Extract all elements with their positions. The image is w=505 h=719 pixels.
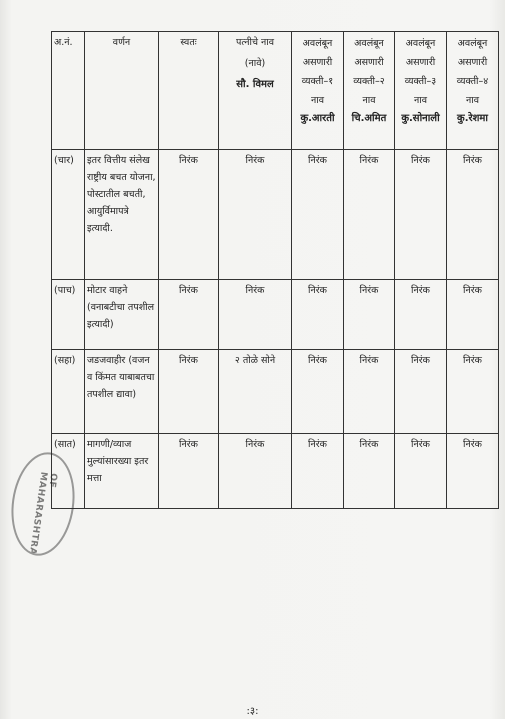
cell-dependent-3: निरंक xyxy=(395,280,447,350)
header-spouse-label: पत्नीचे नाव xyxy=(235,37,275,48)
header-description: वर्णन xyxy=(85,32,159,150)
header-dependent-3-name: कु.सोनाली xyxy=(401,113,440,124)
cell-dependent-2: निरंक xyxy=(344,350,395,434)
cell-dependent-2: निरंक xyxy=(344,434,395,509)
cell-self: निरंक xyxy=(159,350,219,434)
row-number: (सात) xyxy=(52,434,85,509)
cell-dependent-3: निरंक xyxy=(395,434,447,509)
cell-dependent-4: निरंक xyxy=(447,434,499,509)
row-number: (पाच) xyxy=(52,280,85,350)
cell-dependent-4: निरंक xyxy=(447,150,499,280)
header-dependent-1 xyxy=(292,32,344,150)
header-dependent-4-name: कु.रेशमा xyxy=(457,113,488,124)
row-number: (सहा) xyxy=(52,350,85,434)
row-description: मागणी/व्याज मुल्यांसारख्या इतर मत्ता xyxy=(85,434,159,509)
assets-table xyxy=(51,31,499,509)
row-description: इतर वित्तीय संलेख राष्ट्रीय बचत योजना, पोस्टातील बचती, आयुर्विमापत्रे इत्यादी. xyxy=(85,150,159,280)
header-dependent-2-label: अवलंबून असणारी व्यक्ती–२ नाव xyxy=(353,38,385,106)
cell-self: निरंक xyxy=(159,434,219,509)
table-row xyxy=(52,150,499,280)
header-dependent-2-name: चि.अमित xyxy=(351,113,387,124)
cell-spouse: निरंक xyxy=(219,280,292,350)
cell-dependent-1: निरंक xyxy=(292,150,344,280)
header-sr: अ.नं. xyxy=(52,32,85,150)
header-dependent-4 xyxy=(447,32,499,150)
cell-self: निरंक xyxy=(159,150,219,280)
cell-dependent-1: निरंक xyxy=(292,434,344,509)
cell-dependent-3: निरंक xyxy=(395,150,447,280)
table-row xyxy=(52,280,499,350)
row-number: (चार) xyxy=(52,150,85,280)
header-dependent-4-label: अवलंबून असणारी व्यक्ती–४ नाव xyxy=(456,38,489,106)
cell-dependent-3: निरंक xyxy=(395,350,447,434)
header-dependent-3 xyxy=(395,32,447,150)
header-dependent-1-name: कु.आरती xyxy=(300,113,335,124)
header-spouse xyxy=(219,32,292,150)
page-number: :३: xyxy=(246,706,259,717)
cell-self: निरंक xyxy=(159,280,219,350)
header-self: स्वतः xyxy=(159,32,219,150)
header-row xyxy=(52,32,499,150)
header-spouse-label2: (नावे) xyxy=(244,58,266,69)
table-row xyxy=(52,434,499,509)
stamp-text: OF MAHARASHTRA xyxy=(26,471,59,556)
cell-dependent-2: निरंक xyxy=(344,280,395,350)
cell-dependent-1: निरंक xyxy=(292,350,344,434)
header-spouse-name: सौ. विमल xyxy=(236,79,274,90)
cell-spouse: निरंक xyxy=(219,434,292,509)
header-dependent-1-label: अवलंबून असणारी व्यक्ती–१ नाव xyxy=(301,38,334,106)
header-dependent-2 xyxy=(344,32,395,150)
header-dependent-3-label: अवलंबून असणारी व्यक्ती–३ नाव xyxy=(404,38,437,106)
table-row xyxy=(52,350,499,434)
row-description: मोटार वाहने (वनाबटीचा तपशील इत्यादी) xyxy=(85,280,159,350)
cell-dependent-4: निरंक xyxy=(447,280,499,350)
cell-dependent-1: निरंक xyxy=(292,280,344,350)
cell-dependent-4: निरंक xyxy=(447,350,499,434)
cell-dependent-2: निरंक xyxy=(344,150,395,280)
row-description: जडजवाहीर (वजन व किंमत याबाबतचा तपशील द्यावा) xyxy=(85,350,159,434)
cell-spouse: निरंक xyxy=(219,150,292,280)
cell-spouse: २ तोळे सोने xyxy=(219,350,292,434)
